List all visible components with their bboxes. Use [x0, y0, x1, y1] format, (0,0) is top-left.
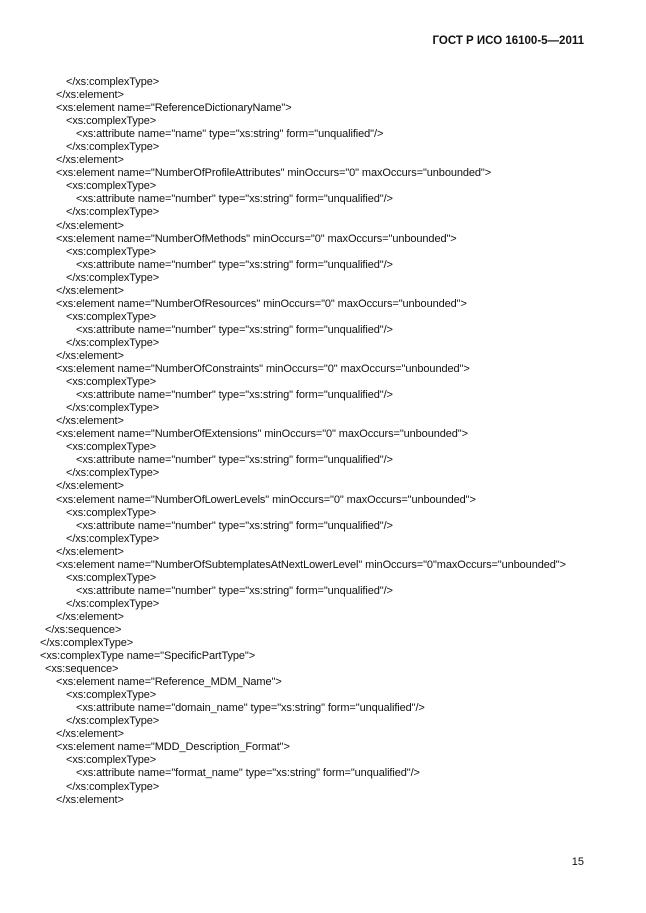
code-line: </xs:complexType> — [66, 336, 160, 349]
code-line: </xs:element> — [56, 728, 124, 741]
code-line: </xs:complexType> — [66, 271, 160, 284]
code-line: <xs:complexType name="SpecificPartType"> — [40, 650, 256, 663]
xml-schema-code — [40, 76, 566, 807]
code-line: </xs:element> — [56, 349, 124, 362]
code-line: </xs:complexType> — [66, 715, 160, 728]
code-line: <xs:complexType> — [66, 689, 157, 702]
code-line: </xs:complexType> — [40, 637, 134, 650]
code-line: </xs:element> — [56, 89, 124, 102]
code-line: <xs:attribute name="number" type="xs:string" form="unqualified"/> — [76, 519, 393, 532]
code-line: </xs:sequence> — [45, 623, 122, 636]
code-line: <xs:complexType> — [66, 115, 157, 128]
code-line: <xs:element name="NumberOfMethods" minOccurs="0" maxOccurs="unbounded"> — [56, 232, 457, 245]
code-line: </xs:complexType> — [66, 597, 160, 610]
code-line: </xs:complexType> — [66, 532, 160, 545]
code-line: <xs:sequence> — [45, 663, 119, 676]
code-line: <xs:attribute name="number" type="xs:string" form="unqualified"/> — [76, 454, 393, 467]
code-line: <xs:attribute name="number" type="xs:string" form="unqualified"/> — [76, 323, 393, 336]
code-line: <xs:element name="NumberOfSubtemplatesAtNextLowerLevel" minOccurs="0"maxOccurs="unbounded"> — [56, 558, 566, 571]
code-line: <xs:complexType> — [66, 506, 157, 519]
code-line: </xs:complexType> — [66, 76, 160, 88]
code-line: <xs:complexType> — [66, 180, 157, 193]
code-line: <xs:element name="ReferenceDictionaryName"> — [56, 102, 292, 115]
document-header: ГОСТ Р ИСО 16100-5—2011 — [432, 35, 584, 47]
code-line: <xs:element name="Reference_MDM_Name"> — [56, 676, 282, 689]
code-line: <xs:element name="NumberOfLowerLevels" minOccurs="0" maxOccurs="unbounded"> — [56, 493, 476, 506]
code-line: <xs:complexType> — [66, 571, 157, 584]
code-line: </xs:element> — [56, 793, 124, 806]
code-line: </xs:element> — [56, 545, 124, 558]
code-line: <xs:attribute name="domain_name" type="xs:string" form="unqualified"/> — [76, 702, 425, 715]
code-line: <xs:attribute name="number" type="xs:string" form="unqualified"/> — [76, 389, 393, 402]
page-number: 15 — [571, 856, 584, 868]
code-line: <xs:complexType> — [66, 376, 157, 389]
code-line: <xs:attribute name="number" type="xs:string" form="unqualified"/> — [76, 193, 393, 206]
code-line: <xs:complexType> — [66, 310, 157, 323]
code-line: </xs:complexType> — [66, 402, 160, 415]
code-line: <xs:attribute name="format_name" type="xs:string" form="unqualified"/> — [76, 767, 420, 780]
code-line: <xs:element name="NumberOfResources" minOccurs="0" maxOccurs="unbounded"> — [56, 297, 467, 310]
code-line: <xs:complexType> — [66, 245, 157, 258]
code-line: <xs:element name="NumberOfExtensions" minOccurs="0" maxOccurs="unbounded"> — [56, 428, 468, 441]
code-line: </xs:element> — [56, 610, 124, 623]
code-line: </xs:element> — [56, 154, 124, 167]
code-line: <xs:complexType> — [66, 754, 157, 767]
code-line: <xs:attribute name="number" type="xs:string" form="unqualified"/> — [76, 584, 393, 597]
code-line: </xs:element> — [56, 480, 124, 493]
code-line: <xs:attribute name="name" type="xs:string" form="unqualified"/> — [76, 128, 384, 141]
code-line: <xs:element name="NumberOfConstraints" minOccurs="0" maxOccurs="unbounded"> — [56, 363, 470, 376]
code-line: </xs:complexType> — [66, 467, 160, 480]
code-line: </xs:complexType> — [66, 141, 160, 154]
code-line: </xs:complexType> — [66, 206, 160, 219]
code-line: </xs:element> — [56, 219, 124, 232]
code-line: <xs:element name="MDD_Description_Format"> — [56, 741, 290, 754]
code-line: <xs:attribute name="number" type="xs:string" form="unqualified"/> — [76, 258, 393, 271]
code-line: </xs:complexType> — [66, 780, 160, 793]
code-line: </xs:element> — [56, 284, 124, 297]
code-line: <xs:complexType> — [66, 441, 157, 454]
code-line: <xs:element name="NumberOfProfileAttributes" minOccurs="0" maxOccurs="unbounded"> — [56, 167, 492, 180]
code-line: </xs:element> — [56, 415, 124, 428]
